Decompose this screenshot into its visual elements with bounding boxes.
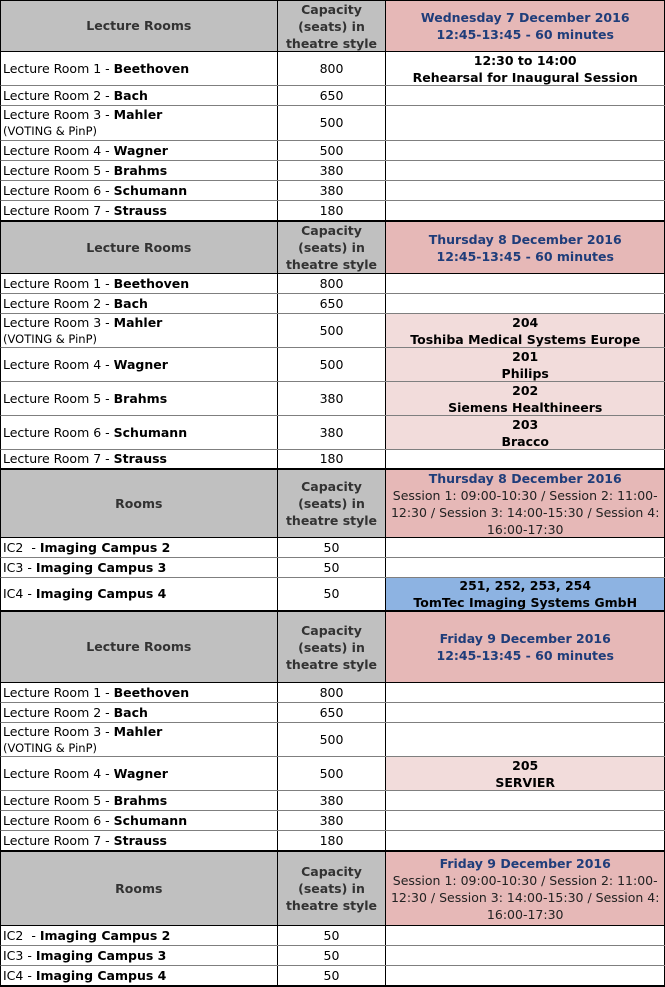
room-name: Wagner — [113, 765, 168, 781]
room-row — [0, 348, 665, 382]
room-name-cell — [1, 201, 278, 220]
room-name-cell — [1, 966, 278, 985]
room-name-line — [3, 203, 275, 219]
capacity-header-line: theatre style — [285, 656, 378, 672]
room-name-cell — [1, 578, 278, 610]
room-name: Wagner — [113, 142, 168, 158]
section-header-row — [0, 612, 665, 683]
capacity-cell: 180 — [278, 450, 387, 468]
room-row — [0, 946, 665, 966]
room-name: Schumann — [113, 182, 188, 198]
event-cell — [386, 757, 665, 790]
event-cell — [386, 946, 665, 965]
event-code: 205 — [512, 757, 539, 773]
room-row — [0, 416, 665, 450]
capacity-column-header — [278, 612, 387, 682]
room-prefix: Lecture Room 7 - — [3, 202, 114, 218]
capacity-column-header — [278, 852, 387, 925]
room-name-cell — [1, 382, 278, 415]
room-prefix: Lecture Room 4 - — [3, 356, 114, 372]
event-cell — [386, 161, 665, 180]
room-prefix: Lecture Room 1 - — [3, 60, 114, 76]
room-name-cell — [1, 558, 278, 577]
time-slot-label: 12:45-13:45 - 60 minutes — [436, 648, 614, 663]
room-prefix: Lecture Room 3 - — [3, 314, 114, 330]
room-row — [0, 86, 665, 106]
event-cell — [386, 314, 665, 347]
room-prefix: Lecture Room 6 - — [3, 812, 114, 828]
date-column-header — [386, 470, 665, 537]
capacity-header-line: (seats) in — [298, 881, 365, 896]
room-name-cell — [1, 181, 278, 200]
room-row — [0, 52, 665, 86]
room-name-line — [3, 107, 275, 123]
capacity-header-line: (seats) in — [298, 18, 365, 34]
room-name-cell — [1, 791, 278, 810]
room-prefix: Lecture Room 2 - — [3, 87, 114, 103]
room-prefix: IC3 - — [3, 559, 36, 575]
schedule-section — [0, 222, 665, 470]
capacity-header-line: Capacity — [301, 1, 362, 17]
event-code: 203 — [512, 416, 539, 432]
room-name-line — [3, 833, 275, 849]
event-cell — [386, 106, 665, 140]
date-label: Friday 9 December 2016 — [439, 631, 611, 646]
rooms-column-header-label: Rooms — [115, 495, 163, 511]
room-name-line — [3, 296, 275, 312]
date-label: Thursday 8 December 2016 — [428, 470, 622, 486]
room-name-line — [3, 183, 275, 199]
room-name-line — [3, 928, 275, 944]
capacity-header-line: Capacity — [301, 223, 362, 238]
event-cell — [386, 382, 665, 415]
room-name-line — [3, 357, 275, 373]
room-row — [0, 294, 665, 314]
room-prefix: Lecture Room 7 - — [3, 832, 114, 848]
room-name-line — [3, 391, 275, 407]
room-row — [0, 181, 665, 201]
capacity-cell: 50 — [278, 926, 387, 945]
capacity-cell: 500 — [278, 141, 387, 160]
room-name: Bach — [113, 295, 148, 311]
date-column-header — [386, 1, 665, 51]
capacity-header-line: (seats) in — [298, 639, 365, 655]
room-row — [0, 450, 665, 470]
room-name: Mahler — [113, 314, 163, 330]
event-cell — [386, 416, 665, 449]
room-name-line — [3, 451, 275, 467]
room-name-cell — [1, 926, 278, 945]
capacity-cell: 180 — [278, 831, 387, 850]
event-cell — [386, 558, 665, 577]
room-row — [0, 926, 665, 946]
rooms-column-header — [1, 612, 278, 682]
event-sponsor: TomTec Imaging Systems GmbH — [413, 595, 638, 610]
room-prefix: IC2 - — [3, 539, 40, 555]
room-name-cell — [1, 161, 278, 180]
room-prefix: IC2 - — [3, 927, 40, 943]
date-label: Wednesday 7 December 2016 — [420, 10, 630, 25]
date-column-header — [386, 222, 665, 273]
room-name-line — [3, 586, 275, 602]
room-name: Bach — [113, 704, 148, 720]
room-name-cell — [1, 946, 278, 965]
capacity-cell: 380 — [278, 161, 387, 180]
room-row — [0, 314, 665, 348]
event-cell — [386, 578, 665, 610]
room-row — [0, 811, 665, 831]
room-note: (VOTING & PinP) — [3, 331, 97, 346]
event-cell — [386, 811, 665, 830]
room-name: Beethoven — [113, 60, 190, 76]
capacity-header-line: Capacity — [301, 864, 362, 879]
section-header-row — [0, 470, 665, 538]
event-code: 204 — [512, 314, 539, 330]
room-name: Beethoven — [113, 684, 190, 700]
room-name-line — [3, 724, 275, 740]
room-name-line — [3, 61, 275, 77]
room-row — [0, 578, 665, 612]
capacity-cell: 380 — [278, 181, 387, 200]
capacity-header-line: theatre style — [285, 257, 378, 272]
room-name: Imaging Campus 4 — [35, 586, 167, 601]
capacity-header-line: theatre style — [285, 898, 378, 913]
event-code: 201 — [512, 348, 539, 364]
capacity-header-line: Capacity — [301, 479, 362, 494]
event-sponsor: Siemens Healthineers — [448, 399, 603, 415]
capacity-cell: 650 — [278, 86, 387, 105]
room-name-line — [3, 968, 275, 984]
capacity-cell: 500 — [278, 348, 387, 381]
room-name-line — [3, 425, 275, 441]
room-prefix: Lecture Room 5 - — [3, 792, 114, 808]
rooms-column-header — [1, 852, 278, 925]
room-name-cell — [1, 86, 278, 105]
event-code: 251, 252, 253, 254 — [459, 578, 592, 593]
capacity-cell: 50 — [278, 538, 387, 557]
room-name-line — [3, 163, 275, 179]
room-row — [0, 723, 665, 757]
rooms-column-header — [1, 470, 278, 537]
room-prefix: Lecture Room 3 - — [3, 107, 114, 122]
room-row — [0, 683, 665, 703]
room-prefix: Lecture Room 6 - — [3, 182, 114, 198]
event-sponsor: Philips — [501, 365, 549, 381]
capacity-column-header — [278, 470, 387, 537]
capacity-header-line: theatre style — [285, 35, 378, 51]
capacity-cell: 500 — [278, 314, 387, 347]
room-prefix: Lecture Room 6 - — [3, 424, 114, 440]
room-name-cell — [1, 723, 278, 756]
room-name-cell — [1, 757, 278, 790]
room-name: Imaging Campus 2 — [39, 927, 171, 943]
room-row — [0, 538, 665, 558]
room-name: Strauss — [113, 832, 167, 848]
schedule-section — [0, 0, 665, 222]
room-name-cell — [1, 831, 278, 850]
event-code: 12:30 to 14:00 — [473, 52, 577, 68]
room-prefix: Lecture Room 1 - — [3, 275, 114, 291]
room-row — [0, 791, 665, 811]
room-prefix: Lecture Room 5 - — [3, 162, 114, 178]
room-name: Imaging Campus 3 — [35, 947, 167, 963]
capacity-cell: 50 — [278, 966, 387, 985]
capacity-header-line: theatre style — [285, 513, 378, 528]
room-prefix: Lecture Room 5 - — [3, 390, 114, 406]
event-sponsor: Bracco — [501, 433, 549, 449]
rooms-column-header — [1, 222, 278, 273]
capacity-cell: 380 — [278, 811, 387, 830]
room-row — [0, 201, 665, 222]
event-cell — [386, 703, 665, 722]
room-name-cell — [1, 106, 278, 140]
room-prefix: Lecture Room 7 - — [3, 451, 114, 466]
room-name-line — [3, 143, 275, 159]
date-column-header — [386, 852, 665, 925]
event-cell — [386, 450, 665, 468]
room-name-cell — [1, 52, 278, 85]
room-name: Bach — [113, 87, 148, 103]
room-name-line — [3, 315, 275, 331]
event-sponsor: Rehearsal for Inaugural Session — [412, 69, 638, 85]
schedule-section — [0, 470, 665, 612]
room-name-cell — [1, 294, 278, 313]
room-prefix: IC4 - — [3, 586, 36, 601]
room-name: Mahler — [113, 107, 163, 122]
room-row — [0, 141, 665, 161]
room-name: Strauss — [113, 451, 167, 466]
room-name: Imaging Campus 4 — [35, 967, 167, 983]
room-name-cell — [1, 274, 278, 293]
section-header-row — [0, 852, 665, 926]
event-cell — [386, 791, 665, 810]
capacity-cell: 380 — [278, 382, 387, 415]
room-name: Schumann — [113, 812, 188, 828]
event-cell — [386, 181, 665, 200]
room-name: Beethoven — [113, 275, 190, 291]
date-label: Thursday 8 December 2016 — [428, 231, 622, 247]
room-name-cell — [1, 314, 278, 347]
capacity-cell: 500 — [278, 106, 387, 140]
room-prefix: Lecture Room 4 - — [3, 142, 114, 158]
schedule-section — [0, 852, 665, 987]
event-sponsor: Toshiba Medical Systems Europe — [410, 331, 641, 347]
room-row — [0, 382, 665, 416]
room-prefix: Lecture Room 3 - — [3, 723, 114, 739]
room-row — [0, 757, 665, 791]
event-cell — [386, 294, 665, 313]
time-slot-label: 12:45-13:45 - 60 minutes — [436, 27, 614, 42]
capacity-cell: 50 — [278, 946, 387, 965]
room-name-line — [3, 948, 275, 964]
room-row — [0, 703, 665, 723]
room-row — [0, 558, 665, 578]
room-prefix: IC3 - — [3, 947, 36, 963]
event-cell — [386, 723, 665, 756]
event-code: 202 — [512, 382, 539, 398]
event-cell — [386, 201, 665, 220]
room-name: Brahms — [113, 162, 168, 178]
room-name-line — [3, 88, 275, 104]
session-times: Session 1: 09:00-10:30 / Session 2: 11:00-12:30 / Session 3: 14:00-15:30 / Session 4: 16:00-17:30 — [390, 872, 660, 922]
event-cell — [386, 831, 665, 850]
event-cell — [386, 348, 665, 381]
room-prefix: Lecture Room 2 - — [3, 295, 114, 311]
room-name-line — [3, 540, 275, 556]
event-cell — [386, 926, 665, 945]
time-slot-label: 12:45-13:45 - 60 minutes — [436, 248, 614, 264]
event-cell — [386, 538, 665, 557]
event-cell — [386, 274, 665, 293]
room-prefix: Lecture Room 2 - — [3, 704, 114, 720]
room-name-cell — [1, 811, 278, 830]
room-name-line — [3, 276, 275, 292]
room-name-cell — [1, 538, 278, 557]
capacity-cell: 50 — [278, 558, 387, 577]
room-row — [0, 106, 665, 141]
room-name: Strauss — [113, 202, 167, 218]
capacity-cell: 800 — [278, 683, 387, 702]
capacity-cell: 380 — [278, 791, 387, 810]
room-name-line — [3, 560, 275, 576]
room-prefix: IC4 - — [3, 967, 36, 983]
capacity-cell: 650 — [278, 294, 387, 313]
room-name-cell — [1, 683, 278, 702]
capacity-cell: 800 — [278, 52, 387, 85]
room-row — [0, 831, 665, 852]
room-prefix: Lecture Room 4 - — [3, 765, 114, 781]
room-name-cell — [1, 141, 278, 160]
capacity-header-line: (seats) in — [298, 240, 365, 255]
room-name-line — [3, 685, 275, 701]
section-header-row — [0, 222, 665, 274]
rooms-column-header-label: Lecture Rooms — [86, 639, 192, 654]
date-label: Friday 9 December 2016 — [439, 855, 611, 871]
schedule-section — [0, 612, 665, 852]
rooms-column-header — [1, 1, 278, 51]
room-prefix: Lecture Room 1 - — [3, 684, 114, 700]
room-name: Imaging Campus 2 — [39, 539, 171, 555]
event-cell — [386, 683, 665, 702]
room-name: Mahler — [113, 723, 163, 739]
rooms-column-header-label: Rooms — [115, 880, 163, 896]
room-name: Imaging Campus 3 — [35, 559, 167, 575]
room-row — [0, 161, 665, 181]
room-name-line — [3, 766, 275, 782]
room-row — [0, 274, 665, 294]
room-note: (VOTING & PinP) — [3, 124, 97, 138]
event-cell — [386, 86, 665, 105]
capacity-cell: 650 — [278, 703, 387, 722]
room-row — [0, 966, 665, 987]
room-note: (VOTING & PinP) — [3, 740, 97, 755]
room-name-cell — [1, 348, 278, 381]
capacity-cell: 380 — [278, 416, 387, 449]
rooms-column-header-label: Lecture Rooms — [86, 18, 192, 33]
room-name: Schumann — [113, 424, 188, 440]
event-cell — [386, 52, 665, 85]
event-sponsor: SERVIER — [495, 774, 556, 790]
capacity-cell: 180 — [278, 201, 387, 220]
room-name-line — [3, 813, 275, 829]
capacity-header-line: (seats) in — [298, 496, 365, 511]
room-name-cell — [1, 450, 278, 468]
room-name-cell — [1, 416, 278, 449]
capacity-column-header — [278, 222, 387, 273]
date-column-header — [386, 612, 665, 682]
capacity-column-header — [278, 1, 387, 51]
room-name-cell — [1, 703, 278, 722]
section-header-row — [0, 0, 665, 52]
capacity-cell: 800 — [278, 274, 387, 293]
room-name: Brahms — [113, 792, 168, 808]
session-times: Session 1: 09:00-10:30 / Session 2: 11:00-12:30 / Session 3: 14:00-15:30 / Session 4: 16:00-17:30 — [390, 487, 660, 537]
event-cell — [386, 966, 665, 985]
room-name-line — [3, 705, 275, 721]
rooms-column-header-label: Lecture Rooms — [86, 239, 192, 255]
capacity-cell: 50 — [278, 578, 387, 610]
capacity-header-line: Capacity — [301, 622, 362, 638]
event-cell — [386, 141, 665, 160]
capacity-cell: 500 — [278, 757, 387, 790]
room-name-line — [3, 793, 275, 809]
capacity-cell: 500 — [278, 723, 387, 756]
room-name: Brahms — [113, 390, 168, 406]
room-name: Wagner — [113, 356, 168, 372]
